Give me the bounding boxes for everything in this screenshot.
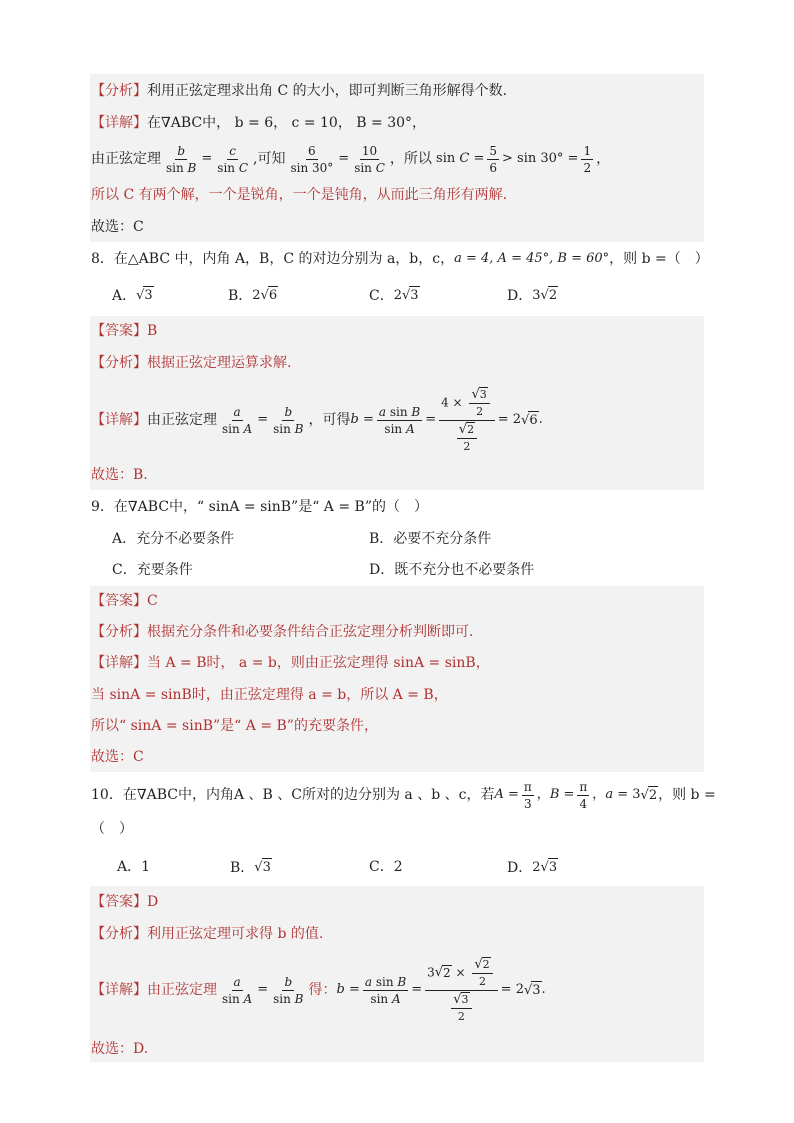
sqrt: √ 3 [136, 288, 153, 303]
fraction: $\frac{\text{a sin B}}{\text{sin A}}$ [378, 404, 421, 436]
q8-choice [91, 466, 148, 484]
text-segment: 【答案】 [91, 894, 147, 910]
q8-answer [91, 322, 157, 340]
fraction: $\frac{6}{\sin 30^\circ}$ [290, 143, 334, 175]
text-segment: 故选：C [91, 749, 144, 765]
text-segment: D． [507, 859, 533, 876]
q9-solution-block [90, 586, 704, 772]
q8-option-a [112, 286, 154, 305]
text-segment: 由正弦定理 [147, 982, 217, 998]
text-segment: 当 A = B时， a = b，则由正弦定理得 sinA = sinB， [147, 655, 490, 671]
fraction: $\frac{b}{\text{sin B}}$ [273, 404, 304, 436]
text-segment: 9．在∇ABC中，“ sinA = sinB”是“ A = B”的（ ） [91, 499, 428, 515]
fraction: $\frac{b}{\text{sin B}}$ [273, 974, 304, 1006]
detail-text: 在∇ABC中， b = 6， c = 10， B = 30°， [147, 115, 427, 131]
text-segment: 所以 C 有两个解，一个是锐角，一个是钝角，从而此三角形有两解. [91, 187, 508, 203]
q10-choice [91, 1040, 148, 1058]
fraction: $\frac{5}{6}$ [489, 143, 498, 175]
detail-label: 【详解】 [91, 115, 147, 131]
text-segment: 由正弦定理 [91, 151, 161, 167]
fraction: 3 √ 2 × √ 2 2 √ 3 2 [425, 957, 498, 1024]
text-segment: 【答案】 [91, 593, 147, 609]
q8-option-c: C． 2 √ 3 [369, 287, 419, 304]
q9-detail [91, 654, 490, 672]
text-segment: ,可知 [253, 151, 286, 167]
fraction: $\frac{\text{a sin B}}{\text{sin A}}$ [364, 974, 407, 1006]
text-segment: 利用正弦定理可求得 b 的值. [147, 926, 324, 942]
sqrt: √ 2 [540, 288, 558, 303]
q8-stem [91, 250, 709, 268]
text-segment: C [147, 593, 158, 609]
text-segment: B． [228, 287, 253, 304]
text-segment: A． [112, 287, 137, 304]
text-segment: A．充分不必要条件 [112, 531, 235, 547]
q10-option-c [369, 858, 403, 876]
text-segment: a = 4, A = 45°, B = 60° [454, 251, 610, 266]
text-segment: D [147, 894, 159, 910]
text-segment: 【详解】 [91, 982, 147, 998]
q9-choice [91, 748, 144, 766]
sqrt: √ 6 [260, 288, 278, 303]
text-segment: 8．在△ABC 中，内角 A，B，C 的对边分别为 a，b，c， [91, 251, 455, 267]
q10-answer [91, 893, 158, 911]
prev-conclusion [91, 186, 507, 204]
fraction: $\frac{\pi}{4}$ [579, 779, 588, 811]
text-segment: 故选：D. [91, 1041, 149, 1057]
text-segment: ，则 b =（ ） [609, 251, 709, 267]
text-segment: C．充要条件 [112, 562, 193, 578]
fraction: $\frac{1}{2}$ [583, 143, 592, 175]
q9-detail-line3 [91, 717, 378, 735]
text-segment: 【分析】 [91, 624, 147, 640]
fraction: 4 × √ 3 2 √ 2 2 [439, 387, 495, 454]
text-segment: 【详解】 [91, 412, 147, 428]
fraction: $\frac{b}{\text{sin B}}$ [166, 143, 197, 175]
q9-option-c [112, 561, 193, 579]
q10-stem: 10．在∇ABC中，内角A 、B 、C所对的边分别为 a 、b 、c，若 A = $\frac{\pi}{3}$ ，B = $\frac{\pi}{4}$ ，a = 3 √ 2 ，则 b = [91, 779, 716, 811]
prev-choice [91, 218, 144, 236]
text-segment: 故选：C [91, 219, 144, 235]
sqrt: √ 3 [402, 288, 419, 303]
text-segment: ，则 b = [658, 787, 716, 803]
q9-option-d [369, 561, 534, 579]
text-segment: 得： [308, 982, 337, 998]
fraction: $\frac{\pi}{3}$ [523, 779, 532, 811]
q8-option-b: B． 2 √ 6 [228, 287, 278, 304]
q10-analysis [91, 925, 323, 943]
prev-sine-rule-line: 由正弦定理 $\frac{b}{\text{sin B}}$ = $\frac{c}{\text{sin C}}$ ,可知 $\frac{6}{\sin 30^\circ}$ = $\frac{10}{\text{sin C}}$ ，所以 sin C = $\frac{5}{6}$ > sin 30° = $\frac{1}{2}$ ， [91, 143, 611, 175]
fraction: $\frac{a}{\text{sin A}}$ [222, 974, 253, 1006]
text-segment: 【分析】 [91, 355, 147, 371]
text-segment: 【答案】 [91, 323, 147, 339]
q8-analysis [91, 354, 291, 372]
text-segment: C． [369, 287, 394, 304]
q9-option-b [369, 530, 491, 548]
q9-answer [91, 592, 158, 610]
analysis-text: 利用正弦定理求出角 C 的大小，即可判断三角形解得个数. [147, 83, 508, 99]
text-segment: C．2 [369, 859, 403, 875]
q8-detail: 【详解】 由正弦定理 $\frac{a}{\text{sin A}}$ = $\frac{b}{\text{sin B}}$ ，可得 b = $\frac{\text{a sin B}}{\text{sin A}}$ = 4 × √ 3 2 √ 2 2 = 2 √ 6 . [91, 386, 543, 453]
analysis-label: 【分析】 [91, 83, 147, 99]
q10-option-b: B． √ 3 [230, 859, 271, 876]
text-segment: ，所以 [389, 151, 432, 167]
text-segment: 故选：B. [91, 467, 148, 483]
q10-stem-paren [91, 820, 133, 838]
text-segment: 根据正弦定理运算求解. [147, 355, 292, 371]
q9-detail-line2 [91, 686, 448, 704]
text-segment: 由正弦定理 [147, 412, 217, 428]
text-segment: （ ） [91, 821, 133, 837]
fraction: $\frac{10}{\text{sin C}}$ [354, 143, 385, 175]
text-segment: B [147, 323, 158, 339]
q10-option-d: D． 2 √ 3 [507, 859, 558, 876]
text-segment: D． [507, 287, 533, 304]
q9-stem [91, 498, 428, 516]
prev-analysis [91, 82, 507, 100]
prev-detail [91, 114, 426, 132]
q9-option-a [112, 530, 234, 548]
q9-analysis [91, 623, 473, 641]
q8-option-d: D． 3 √ 2 [507, 287, 558, 304]
fraction: $\frac{a}{\text{sin A}}$ [222, 404, 253, 436]
text-segment: 当 sinA = sinB时，由正弦定理得 a = b，所以 A = B， [91, 687, 448, 703]
text-segment: B． [230, 859, 255, 876]
text-segment: 【分析】 [91, 926, 147, 942]
fraction: $\frac{c}{\text{sin C}}$ [217, 143, 249, 175]
text-segment: ，可得 [308, 412, 351, 428]
text-segment: 10．在∇ABC中，内角A 、B 、C所对的边分别为 a 、b 、c，若 [91, 787, 495, 803]
text-segment: A．1 [117, 859, 151, 875]
text-segment: 【详解】 [91, 655, 147, 671]
q10-detail: 【详解】 由正弦定理 $\frac{a}{\text{sin A}}$ = $\frac{b}{\text{sin B}}$ 得： b = $\frac{\text{a sin B}}{\text{sin A}}$ = 3 √ 2 × √ 2 2 √ 3 2 = 2 √ 3 . [91, 956, 546, 1023]
text-segment: D．既不充分也不必要条件 [369, 562, 535, 578]
text-segment: B．必要不充分条件 [369, 531, 492, 547]
text-segment: 所以“ sinA = sinB”是“ A = B”的充要条件， [91, 718, 378, 734]
q10-option-a [117, 858, 150, 876]
text-segment: ， [596, 151, 611, 167]
text-segment: 根据充分条件和必要条件结合正弦定理分析判断即可. [147, 624, 474, 640]
